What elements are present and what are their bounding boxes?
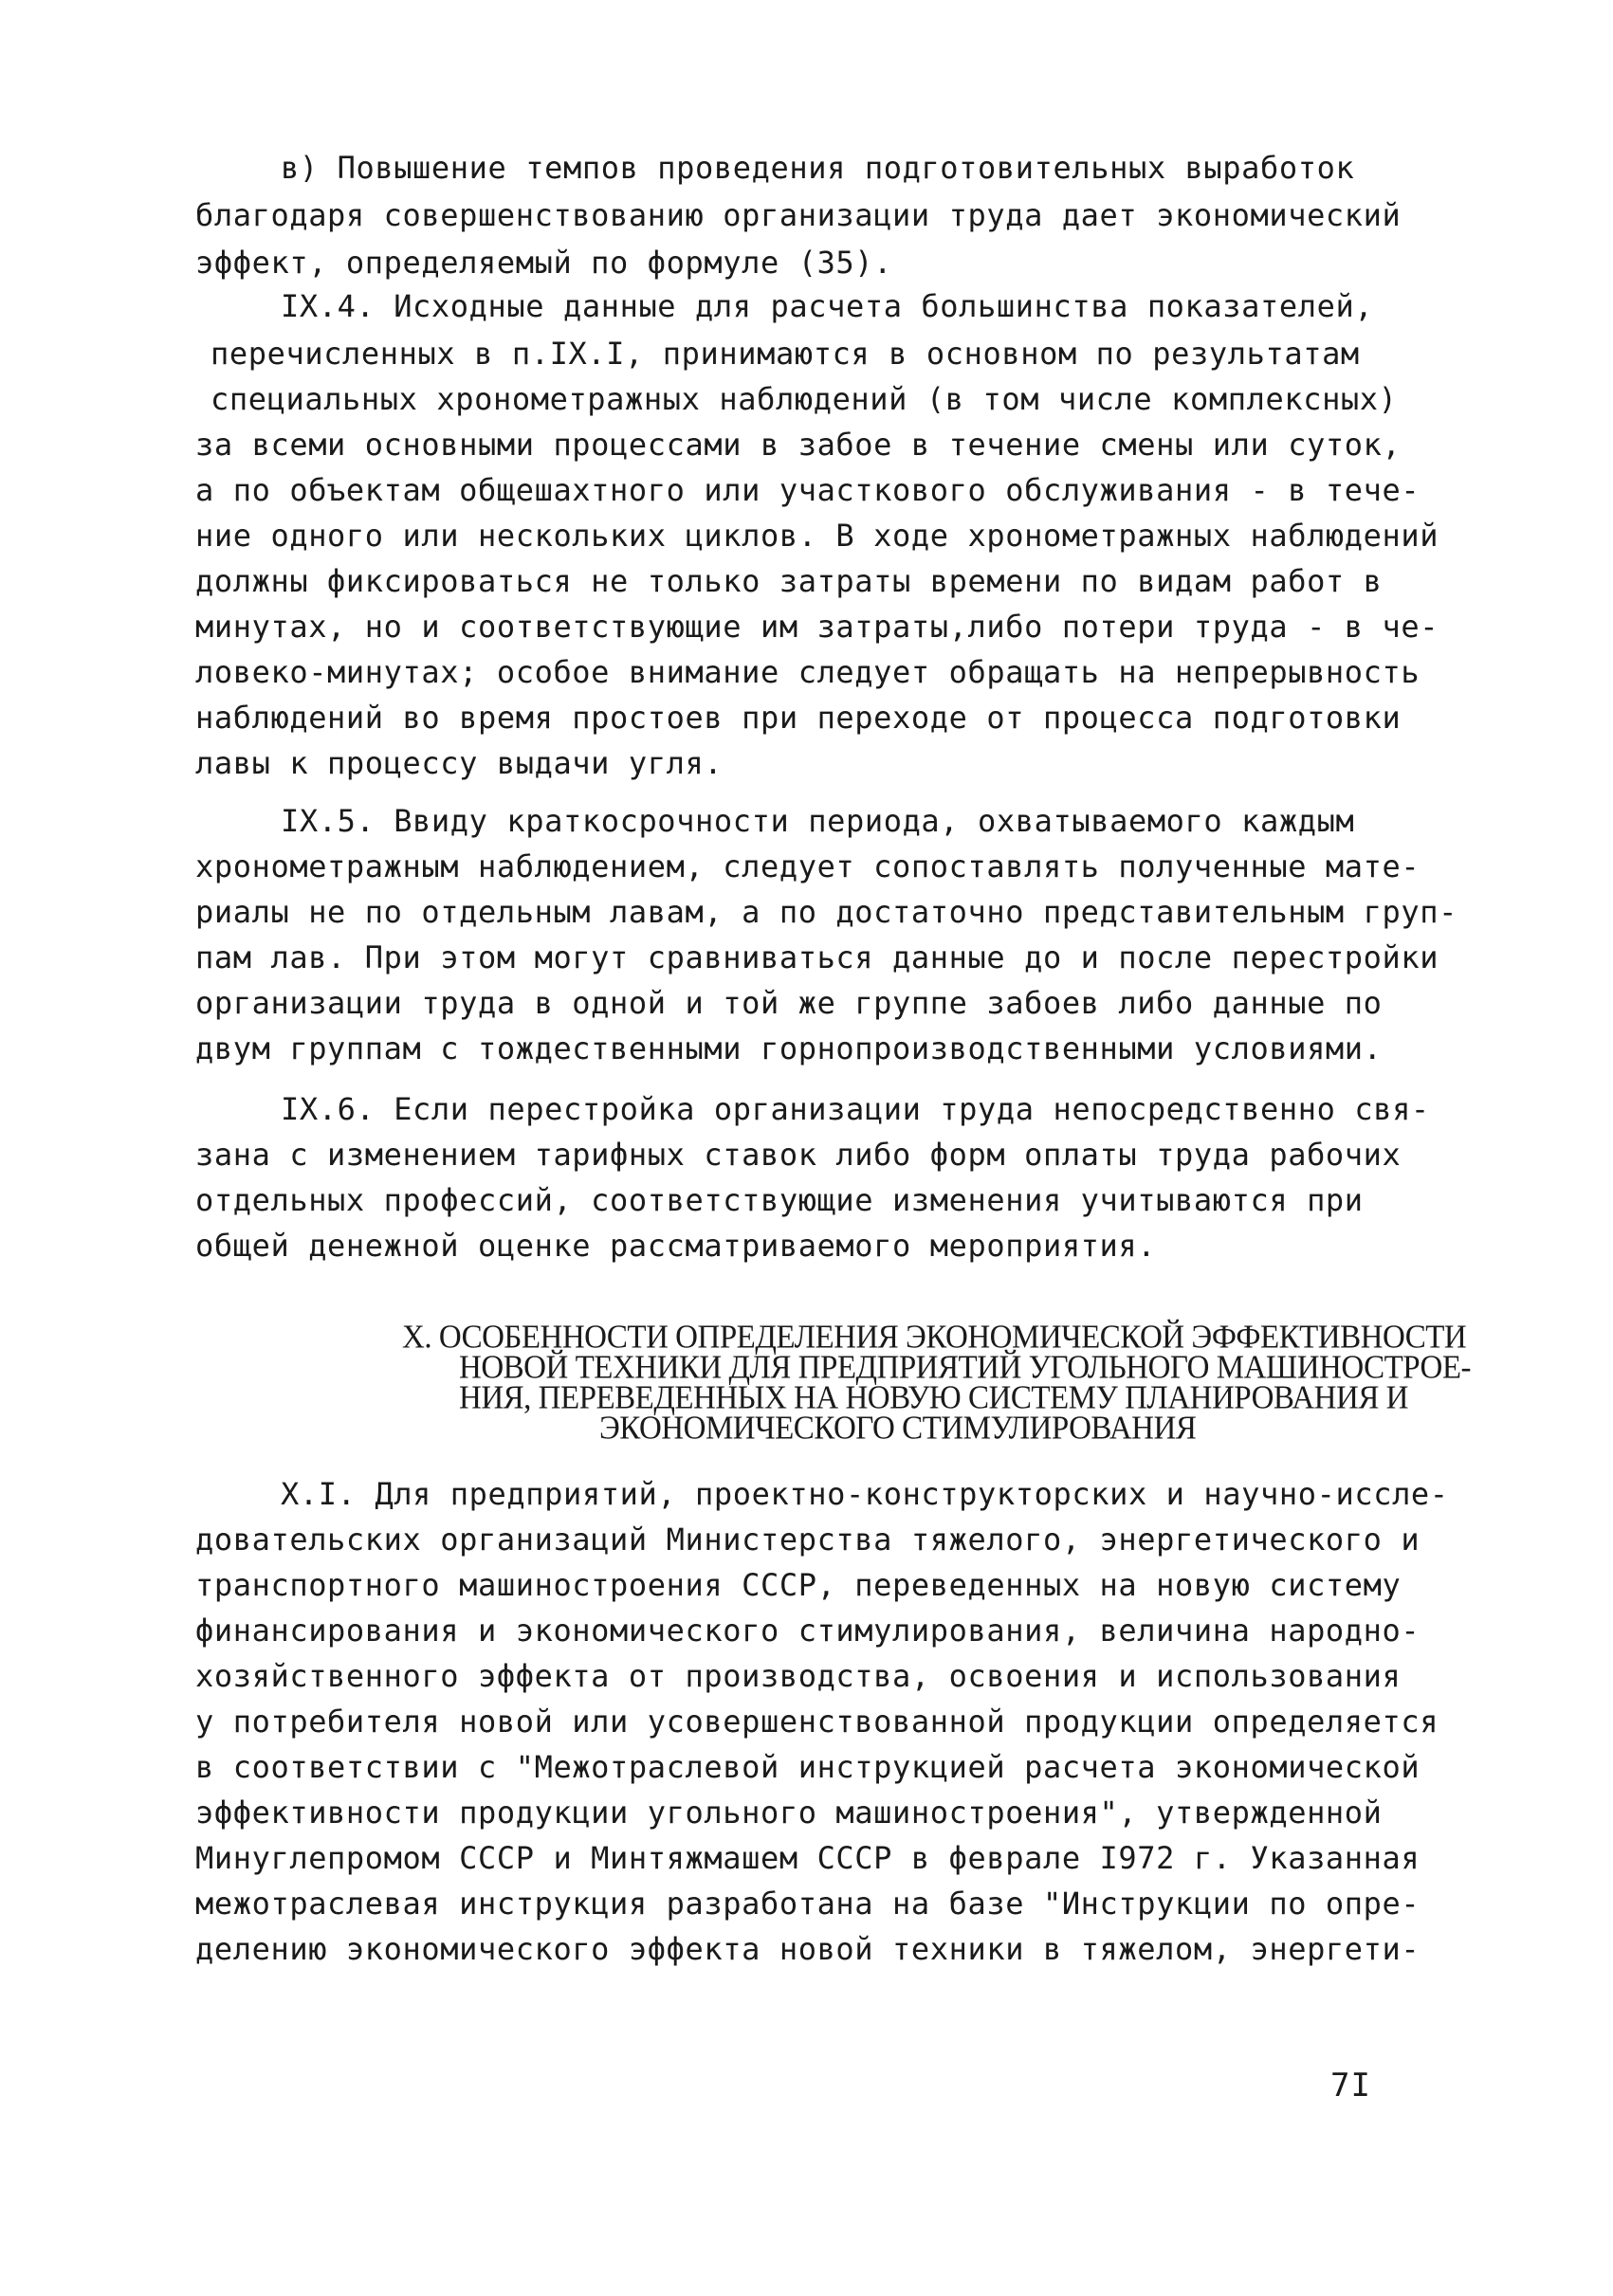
paragraph-ix4-line-10: наблюдений во время простоев при переходе от процесса подготовки xyxy=(195,700,1402,736)
paragraph-x1-line-11: делению экономического эффекта новой техники в тяжелом, энергети- xyxy=(195,1931,1421,1967)
paragraph-ix5-line-2: хронометражным наблюдением, следует сопоставлять полученные мате- xyxy=(195,848,1421,884)
paragraph-ix4-line-1: IX.4. Исходные данные для расчета большинства показателей, xyxy=(281,288,1374,324)
paragraph-ix4-line-5: а по объектам общешахтного или участкового обслуживания - в тече- xyxy=(195,472,1421,508)
section-heading-line-1: X. ОСОБЕННОСТИ ОПРЕДЕЛЕНИЯ ЭКОНОМИЧЕСКОЙ ЭФФЕКТИВНОСТИ xyxy=(402,1320,1467,1356)
paragraph-b-line-2: благодаря совершенствованию организации труда дает экономический xyxy=(195,197,1402,233)
paragraph-x1-line-10: межотраслевая инструкция разработана на базе "Инструкции по опре- xyxy=(195,1886,1421,1922)
paragraph-x1-line-9: Минуглепромом СССР и Минтяжмашем СССР в феврале I972 г. Указанная xyxy=(195,1840,1421,1876)
paragraph-ix4-line-2: перечисленных в п.IX.I, принимаются в основном по результатам xyxy=(211,336,1360,372)
paragraph-ix4-line-11: лавы к процессу выдачи угля. xyxy=(195,745,724,781)
paragraph-b-line-1: в) Повышение темпов проведения подготовительных выработок xyxy=(281,150,1355,186)
paragraph-x1-line-3: транспортного машиностроения СССР, переведенных на новую систему xyxy=(195,1567,1402,1603)
paragraph-ix4-line-3: специальных хронометражных наблюдений (в том числе комплексных) xyxy=(211,381,1398,417)
paragraph-x1-line-4: финансирования и экономического стимулирования, величина народно- xyxy=(195,1613,1421,1649)
paragraph-x1-line-6: у потребителя новой или усовершенствованной продукции определяется xyxy=(195,1704,1439,1740)
paragraph-x1-line-1: X.I. Для предприятий, проектно-конструкторских и научно-иссле- xyxy=(281,1476,1449,1512)
paragraph-ix4-line-8: минутах, но и соответствующие им затраты,либо потери труда - в че- xyxy=(195,609,1439,645)
section-heading-line-2: НОВОЙ ТЕХНИКИ ДЛЯ ПРЕДПРИЯТИЙ УГОЛЬНОГО МАШИНОСТРОЕ- xyxy=(459,1350,1471,1386)
paragraph-ix6-line-2: зана с изменением тарифных ставок либо форм оплаты труда рабочих xyxy=(195,1137,1402,1173)
paragraph-ix4-line-9: ловеко-минутах; особое внимание следует обращать на непрерывность xyxy=(195,654,1421,690)
paragraph-ix4-line-4: за всеми основными процессами в забое в течение смены или суток, xyxy=(195,427,1402,463)
paragraph-x1-line-7: в соответствии с "Межотраслевой инструкцией расчета экономической xyxy=(195,1749,1421,1785)
section-heading-line-4: ЭКОНОМИЧЕСКОГО СТИМУЛИРОВАНИЯ xyxy=(599,1411,1197,1447)
section-heading-line-3: НИЯ, ПЕРЕВЕДЕННЫХ НА НОВУЮ СИСТЕМУ ПЛАНИРОВАНИЯ И xyxy=(459,1380,1408,1416)
paragraph-ix6-line-4: общей денежной оценке рассматриваемого мероприятия. xyxy=(195,1228,1157,1264)
paragraph-ix5-line-6: двум группам с тождественными горнопроизводственными условиями. xyxy=(195,1030,1383,1066)
paragraph-ix6-line-1: IX.6. Если перестройка организации труда непосредственно свя- xyxy=(281,1091,1430,1127)
paragraph-ix5-line-4: пам лав. При этом могут сравниваться данные до и после перестройки xyxy=(195,939,1439,975)
paragraph-ix5-line-1: IX.5. Ввиду краткосрочности периода, охватываемого каждым xyxy=(281,803,1355,839)
paragraph-ix6-line-3: отдельных профессий, соответствующие изменения учитываются при xyxy=(195,1182,1364,1218)
paragraph-ix4-line-7: должны фиксироваться не только затраты времени по видам работ в xyxy=(195,563,1383,599)
paragraph-ix5-line-3: риалы не по отдельным лавам, а по достаточно представительным груп- xyxy=(195,894,1457,930)
paragraph-x1-line-5: хозяйственного эффекта от производства, освоения и использования xyxy=(195,1658,1402,1694)
paragraph-b-line-3: эффект, определяемый по формуле (35). xyxy=(195,245,893,281)
paragraph-ix5-line-5: организации труда в одной и той же группе забоев либо данные по xyxy=(195,985,1383,1021)
paragraph-x1-line-8: эффективности продукции угольного машиностроения", утвержденной xyxy=(195,1795,1383,1831)
paragraph-ix4-line-6: ние одного или нескольких циклов. В ходе хронометражных наблюдений xyxy=(195,518,1439,554)
paragraph-x1-line-2: довательских организаций Министерства тяжелого, энергетического и xyxy=(195,1522,1421,1558)
page-number: 7I xyxy=(1330,2067,1371,2105)
